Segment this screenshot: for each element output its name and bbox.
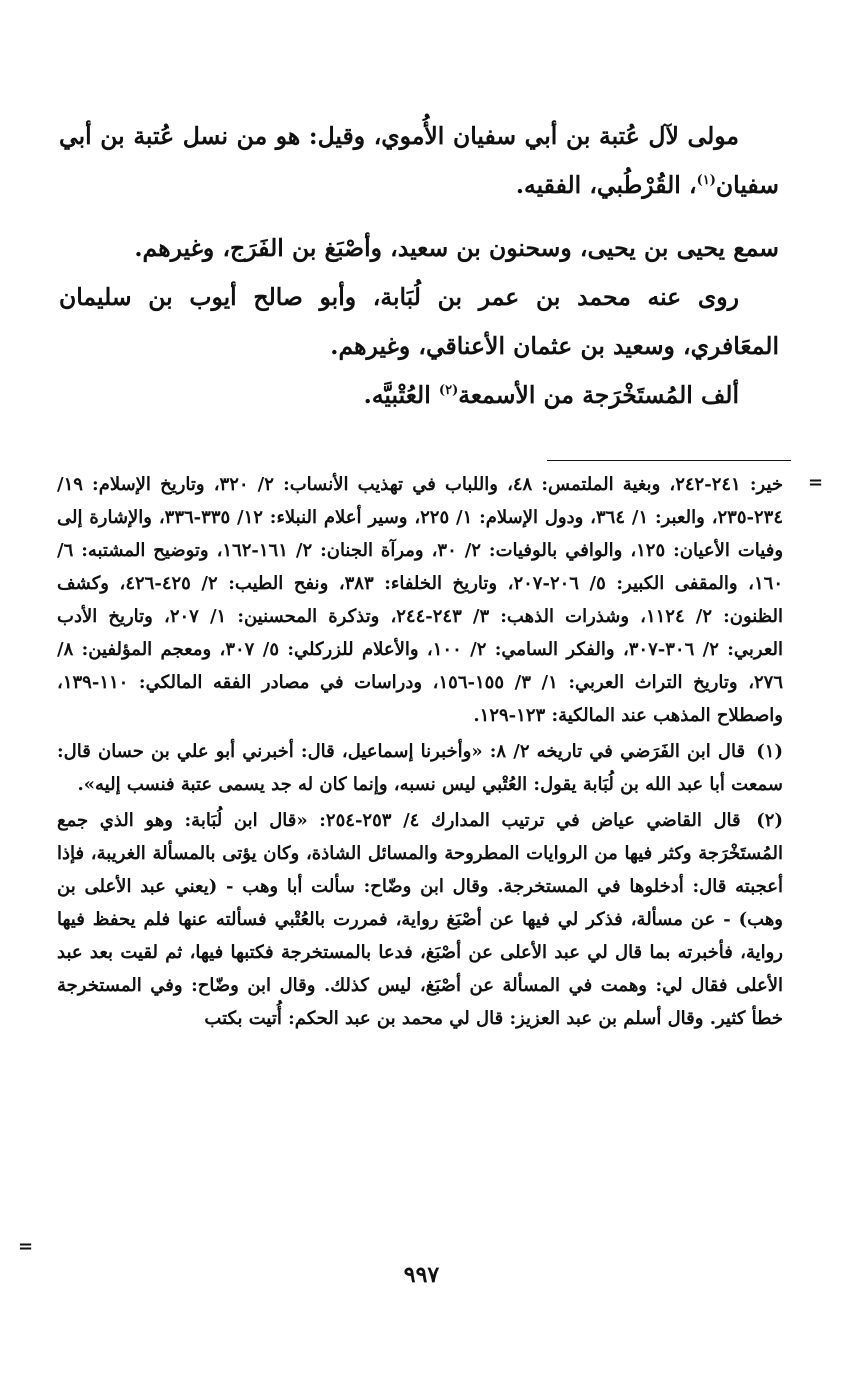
students-text: روى عنه محمد بن عمر بن لُبَابة، وأبو صالح أيوب بن سليمان المعَافري، وسعيد بن عثمان الأعناقي، وغيرهم. <box>59 283 779 360</box>
footnote-sources <box>57 468 783 732</box>
paragraph-works <box>59 371 779 420</box>
footnote-1-text: قال ابن الفَرَضي في تاريخه ٢/ ٨: «وأخبرنا إسماعيل، قال: أخبرني أبو علي بن حسان قال: سمعت أبا عبد الله بن لُبَابة يقول: العُتْبي ليس نسبه، وإنما كان له جد يسمى عتبة فنسب إليه». <box>57 741 783 795</box>
teachers-text: سمع يحيى بن يحيى، وسحنون بن سعيد، وأصْبَغ بن الفَرَج، وغيرهم. <box>134 234 779 262</box>
paragraph-lineage <box>59 112 779 210</box>
footnote-1-number: (١) <box>756 741 783 762</box>
footnote-divider <box>547 460 791 461</box>
continuation-mark-top: = <box>808 472 824 493</box>
page-number: ٩٩٧ <box>403 1262 440 1288</box>
paragraph-students <box>59 273 779 371</box>
footnote-2-number: (٢) <box>756 810 783 831</box>
lineage-text: مولى لآل عُتبة بن أبي سفيان الأُموي، وقيل: هو من نسل عُتبة بن أبي سفيان <box>59 122 779 199</box>
biography-text <box>59 112 779 420</box>
footnote-2 <box>57 804 783 1035</box>
footnote-ref-2[interactable]: (٢) <box>438 383 459 399</box>
lineage-text-end: ، القُرْطُبي، الفقيه. <box>515 171 697 199</box>
footnote-2-text: قال القاضي عياض في ترتيب المدارك ٤/ ٢٥٣-٢٥٤: «قال ابن لُبَابة: وهو الذي جمع المُستَخْرَجة وكثر فيها من الروايات المطروحة والمسائل الشاذة، وكان يؤتى بالمسألة الغريبة، فإذا أعجبته قال: أدخلوها في المستخرجة. وقال ابن وضّاح: سألت أبا وهب - (يعني عبد الأعلى بن وهب) - عن مسألة، فذكر لي فيها عن أصْبَغ رواية، فمررت بالعُتْبي فسألته عنها فلم يحفظ فيها رواية، فأخبرته بما قال لي عبد الأعلى عن أصْبَغ، فدعا بالمستخرجة فكتبها فيها، ثم لقيت بعد عبد الأعلى فقال لي: وهمت في المسألة عن أصْبَغ، ليس كذلك. وقال ابن وضّاح: وفي المستخرجة خطأ كثير. وقال أسلم بن عبد العزيز: قال لي محمد بن عبد الحكم: أُتيت بكتب <box>57 810 783 1029</box>
footnote-ref-1[interactable]: (١) <box>696 173 716 189</box>
sources-text: خير: ٢٤١-٢٤٢، وبغية الملتمس: ٤٨، واللباب في تهذيب الأنساب: ٢/ ٣٢٠، وتاريخ الإسلام: ١٩/ ٢٣٤-٢٣٥، والعبر: ١/ ٣٦٤، ودول الإسلام: ١/ ٢٢٥، وسير أعلام النبلاء: ١٢/ ٣٣٥-٣٣٦، والإشارة إلى وفيات الأعيان: ١٢٥، والوافي بالوفيات: ٢/ ٣٠، ومرآة الجنان: ٢/ ١٦١-١٦٢، وتوضيح المشتبه: ٦/ ١٦٠، والمقفى الكبير: ٥/ ٢٠٦-٢٠٧، وتاريخ الخلفاء: ٣٨٣، ونفح الطيب: ٢/ ٤٢٥-٤٢٦، وكشف الظنون: ٢/ ١١٢٤، وشذرات الذهب: ٣/ ٢٤٣-٢٤٤، وتذكرة المحسنين: ١/ ٢٠٧، وتاريخ الأدب العربي: ٢/ ٣٠٦-٣٠٧، والفكر السامي: ٢/ ١٠٠، والأعلام للزركلي: ٥/ ٣٠٧، ومعجم المؤلفين: ٨/ ٢٧٦، وتاريخ التراث العربي: ١/ ٣/ ١٥٥-١٥٦، ودراسات في مصادر الفقه المالكي: ١١٠-١٣٩، واصطلاح المذهب عند المالكية: ١٢٣-١٢٩. <box>57 474 784 726</box>
continuation-mark-bottom: = <box>18 1236 34 1257</box>
works-text-end: العُتْبيَّه. <box>363 381 439 409</box>
works-text: ألف المُستَخْرَجة من الأسمعة <box>458 381 739 409</box>
footnotes-section <box>57 468 783 1035</box>
paragraph-teachers <box>59 224 779 273</box>
footnote-1 <box>57 735 783 801</box>
